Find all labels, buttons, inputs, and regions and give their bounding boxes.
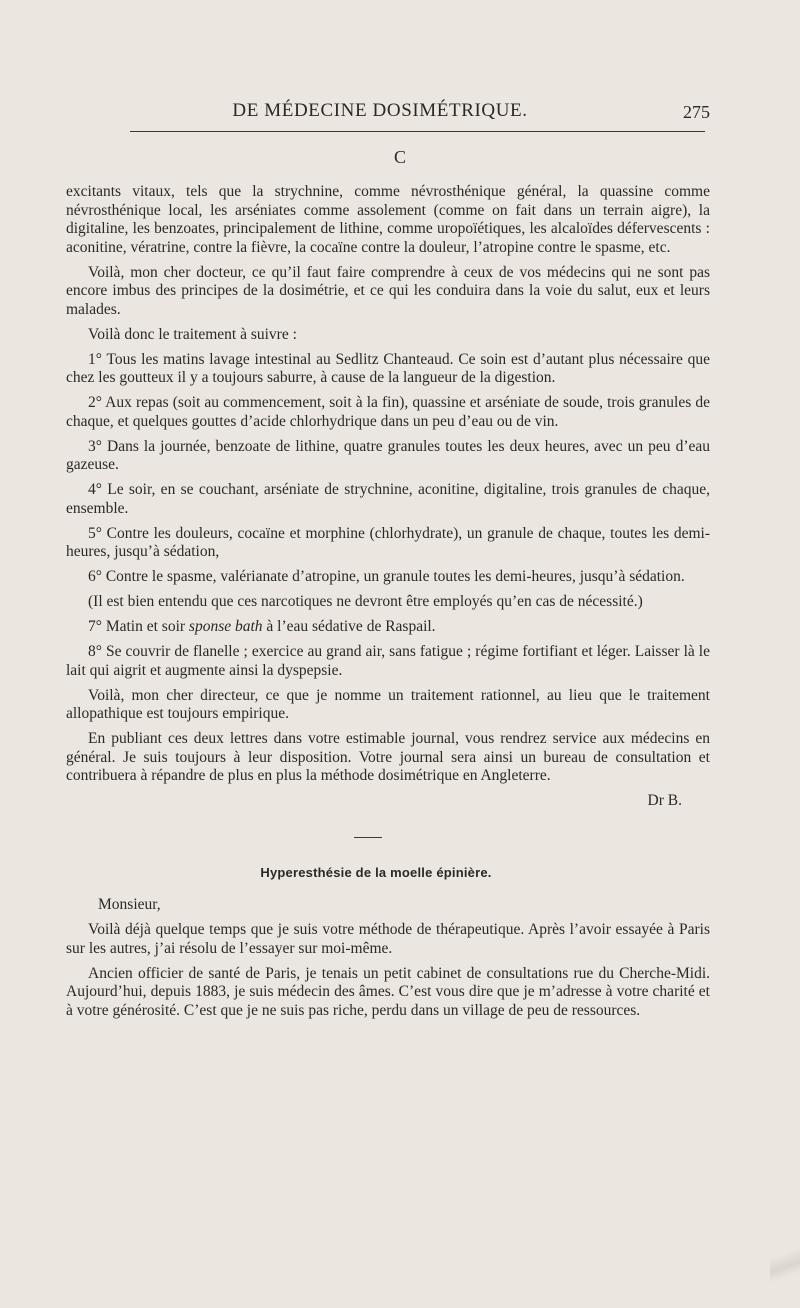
paragraph: excitants vitaux, tels que la strychnine, comme névrosthénique général, la quassine comme névrosthénique local, les arséniates comme assolement (comme on fait dans un terrain aigre), la digitaline, les benzoates, principalement de lithine, comme uropoïétiques, les alcaloïdes défervescents : aconitine, vératrine, contre la fièvre, la cocaïne contre la douleur, l’atropine contre le spasme, etc. — [66, 183, 710, 256]
running-title: DE MÉDECINE DOSIMÉTRIQUE. — [232, 100, 528, 121]
header-rule — [130, 131, 705, 132]
paragraph: Ancien officier de santé de Paris, je tenais un petit cabinet de consultations rue du Cherche-Midi. Aujourd’hui, depuis 1883, je suis médecin des âmes. C’est vous dire que je m’adresse à votre charité et à votre générosité. C’est que je ne suis pas riche, perdu dans un village de peu de ressources. — [66, 964, 710, 1019]
treatment-item-8: 8° Se couvrir de flanelle ; exercice au grand air, sans fatigue ; régime fortifiant et léger. Laisser là le lait qui aigrit et augmente ainsi la dyspepsie. — [66, 643, 710, 679]
treatment-item-1: 1° Tous les matins lavage intestinal au Sedlitz Chanteaud. Ce soin est d’autant plus nécessaire que chez les goutteux il y a toujours saburre, à cause de la langueur de la digestion. — [66, 350, 710, 386]
paragraph: En publiant ces deux lettres dans votre estimable journal, vous rendrez service aux médecins en général. Je suis toujours à leur disposition. Votre journal sera ainsi un bureau de consultation et contribuera à répandre de plus en plus la méthode dosimétrique en Angleterre. — [66, 730, 710, 784]
treatment-item-5: 5° Contre les douleurs, cocaïne et morphine (chlorhydrate), un granule de chaque, toutes les demi-heures, jusqu’à sédation, — [66, 524, 710, 560]
paragraph-note: (Il est bien entendu que ces narcotiques ne devront être employés qu’en cas de nécessité.) — [88, 593, 643, 610]
item7-prefix: 7° Matin et soir — [88, 618, 189, 635]
paragraph: Voilà donc le traitement à suivre : — [88, 325, 297, 343]
item7-suffix: à l’eau sédative de Raspail. — [262, 618, 436, 635]
section-separator — [354, 837, 382, 838]
running-head — [60, 100, 710, 128]
page-stain — [770, 1230, 800, 1290]
letter-signature: Dr B. — [647, 792, 682, 809]
section-heading: Hyperesthésie de la moelle épinière. — [260, 864, 492, 880]
treatment-item-2: 2° Aux repas (soit au commencement, soit à la fin), quassine et arséniate de soude, trois granules de chaque, et quelques gouttes d’acide chlorhydrique dans un peu d’eau ou de vin. — [66, 394, 710, 430]
paragraph: Voilà déjà quelque temps que je suis votre méthode de thérapeutique. Après l’avoir essayée à Paris sur les autres, j’ai résolu de l’essayer sur moi-même. — [66, 921, 710, 957]
page-number: 275 — [683, 102, 710, 122]
treatment-item-7 — [66, 618, 710, 637]
body-text — [66, 183, 710, 1027]
item7-italic: sponse bath — [188, 618, 263, 635]
paragraph: Voilà, mon cher directeur, ce que je nomme un traitement rationnel, au lieu que le traitement allopathique est toujours empirique. — [66, 686, 710, 722]
paragraph: Voilà, mon cher docteur, ce qu’il faut faire comprendre à ceux de vos médecins qui ne sont pas encore imbus des principes de la dosimétrie, et ce qui les conduira dans la voie du salut, eux et leurs malades. — [66, 263, 710, 318]
signature-mark: C — [393, 147, 406, 167]
treatment-item-6: 6° Contre le spasme, valérianate d’atropine, un granule toutes les demi-heures, jusqu’à sédation. — [88, 568, 685, 585]
treatment-item-4: 4° Le soir, en se couchant, arséniate de strychnine, aconitine, digitaline, trois granules de chaque, ensemble. — [66, 481, 710, 517]
salutation: Monsieur, — [98, 896, 161, 913]
treatment-item-3: 3° Dans la journée, benzoate de lithine, quatre granules toutes les deux heures, avec un peu d’eau gazeuse. — [66, 437, 710, 473]
